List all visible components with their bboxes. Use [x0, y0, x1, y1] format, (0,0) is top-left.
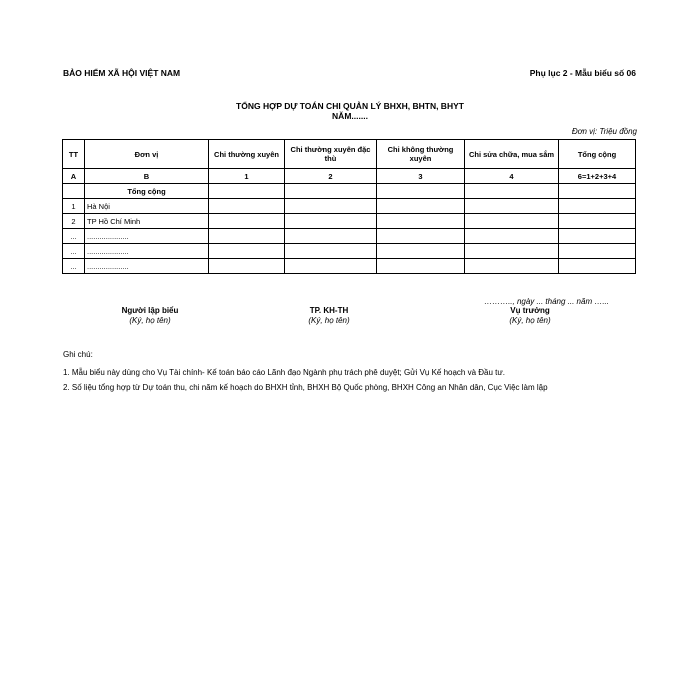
- empty-cell: [559, 259, 636, 274]
- code-cell: A: [63, 169, 85, 184]
- row-unit: Tổng cộng: [85, 184, 209, 199]
- row-tt: ...: [63, 259, 85, 274]
- col-header-unit: Đơn vị: [85, 140, 209, 169]
- empty-cell: [209, 229, 285, 244]
- code-cell: 2: [285, 169, 377, 184]
- signature-preparer: [100, 306, 200, 326]
- empty-cell: [285, 214, 377, 229]
- note-item: 1. Mẫu biểu này dùng cho Vụ Tài chính- Kế toán báo cáo Lãnh đạo Ngành phụ trách phê duyệt; Gửi Vụ Kế hoạch và Đầu tư.: [63, 368, 505, 377]
- empty-cell: [209, 199, 285, 214]
- row-tt: [63, 184, 85, 199]
- table-row: [63, 199, 636, 214]
- note-item: 2. Số liệu tổng hợp từ Dự toán thu, chi năm kế hoạch do BHXH tỉnh, BHXH Bộ Quốc phòng, BHXH Công an Nhân dân, Cục Việc làm lập: [63, 383, 548, 392]
- col-header-total: Tổng cộng: [559, 140, 636, 169]
- currency-unit: Đơn vị: Triệu đồng: [571, 127, 637, 136]
- empty-cell: [465, 199, 559, 214]
- empty-cell: [559, 199, 636, 214]
- title-line-2: NĂM.......: [332, 111, 368, 121]
- empty-cell: [377, 229, 465, 244]
- col-header-regular-special: Chi thường xuyên đặc thù: [285, 140, 377, 169]
- row-tt: 1: [63, 199, 85, 214]
- empty-cell: [465, 259, 559, 274]
- empty-cell: [209, 244, 285, 259]
- empty-cell: [377, 259, 465, 274]
- code-cell: 6=1+2+3+4: [559, 169, 636, 184]
- empty-cell: [559, 244, 636, 259]
- row-unit: Hà Nội: [85, 199, 209, 214]
- signature-role: TP. KH-TH: [309, 306, 349, 315]
- document-title: [0, 101, 700, 121]
- signature-date-line: ……….., ngày ... tháng ... năm …...: [484, 297, 609, 306]
- empty-cell: [209, 214, 285, 229]
- table-header-row: [63, 140, 636, 169]
- empty-cell: [465, 214, 559, 229]
- col-header-tt: TT: [63, 140, 85, 169]
- empty-cell: [559, 214, 636, 229]
- signature-note: (Ký, họ tên): [129, 316, 171, 325]
- table-row: [63, 229, 636, 244]
- empty-cell: [465, 244, 559, 259]
- code-cell: 4: [465, 169, 559, 184]
- empty-cell: [559, 229, 636, 244]
- signature-director: [480, 306, 580, 326]
- code-cell: B: [85, 169, 209, 184]
- appendix-label: Phụ lục 2 - Mẫu biểu số 06: [529, 68, 636, 78]
- table-row: [63, 259, 636, 274]
- signature-note: (Ký, họ tên): [308, 316, 350, 325]
- col-header-irregular: Chi không thường xuyên: [377, 140, 465, 169]
- code-cell: 3: [377, 169, 465, 184]
- col-header-repair: Chi sửa chữa, mua sắm: [465, 140, 559, 169]
- signature-role: Vụ trưởng: [510, 306, 550, 315]
- table-code-row: [63, 169, 636, 184]
- empty-cell: [285, 199, 377, 214]
- empty-cell: [285, 259, 377, 274]
- empty-cell: [285, 229, 377, 244]
- empty-cell: [209, 259, 285, 274]
- signature-planning: [279, 306, 379, 326]
- empty-cell: [465, 229, 559, 244]
- table-row-total: [63, 184, 636, 199]
- empty-cell: [377, 244, 465, 259]
- row-unit: ....................: [85, 244, 209, 259]
- notes-title: Ghi chú:: [63, 350, 93, 359]
- row-unit: ....................: [85, 229, 209, 244]
- title-line-1: TỔNG HỢP DỰ TOÁN CHI QUẢN LÝ BHXH, BHTN, BHYT: [236, 101, 464, 111]
- empty-cell: [465, 184, 559, 199]
- signature-role: Người lập biểu: [121, 306, 179, 315]
- table-row: [63, 214, 636, 229]
- empty-cell: [377, 199, 465, 214]
- organization-name: BẢO HIỂM XÃ HỘI VIỆT NAM: [63, 68, 181, 78]
- signature-note: (Ký, họ tên): [509, 316, 551, 325]
- notes-section: [63, 347, 548, 395]
- row-unit: TP Hồ Chí Minh: [85, 214, 209, 229]
- table-row: [63, 244, 636, 259]
- empty-cell: [559, 184, 636, 199]
- empty-cell: [209, 184, 285, 199]
- budget-table: [62, 139, 636, 274]
- row-tt: ...: [63, 229, 85, 244]
- empty-cell: [285, 244, 377, 259]
- empty-cell: [285, 184, 377, 199]
- empty-cell: [377, 184, 465, 199]
- empty-cell: [377, 214, 465, 229]
- row-unit: ....................: [85, 259, 209, 274]
- col-header-regular: Chi thường xuyên: [209, 140, 285, 169]
- row-tt: ...: [63, 244, 85, 259]
- row-tt: 2: [63, 214, 85, 229]
- code-cell: 1: [209, 169, 285, 184]
